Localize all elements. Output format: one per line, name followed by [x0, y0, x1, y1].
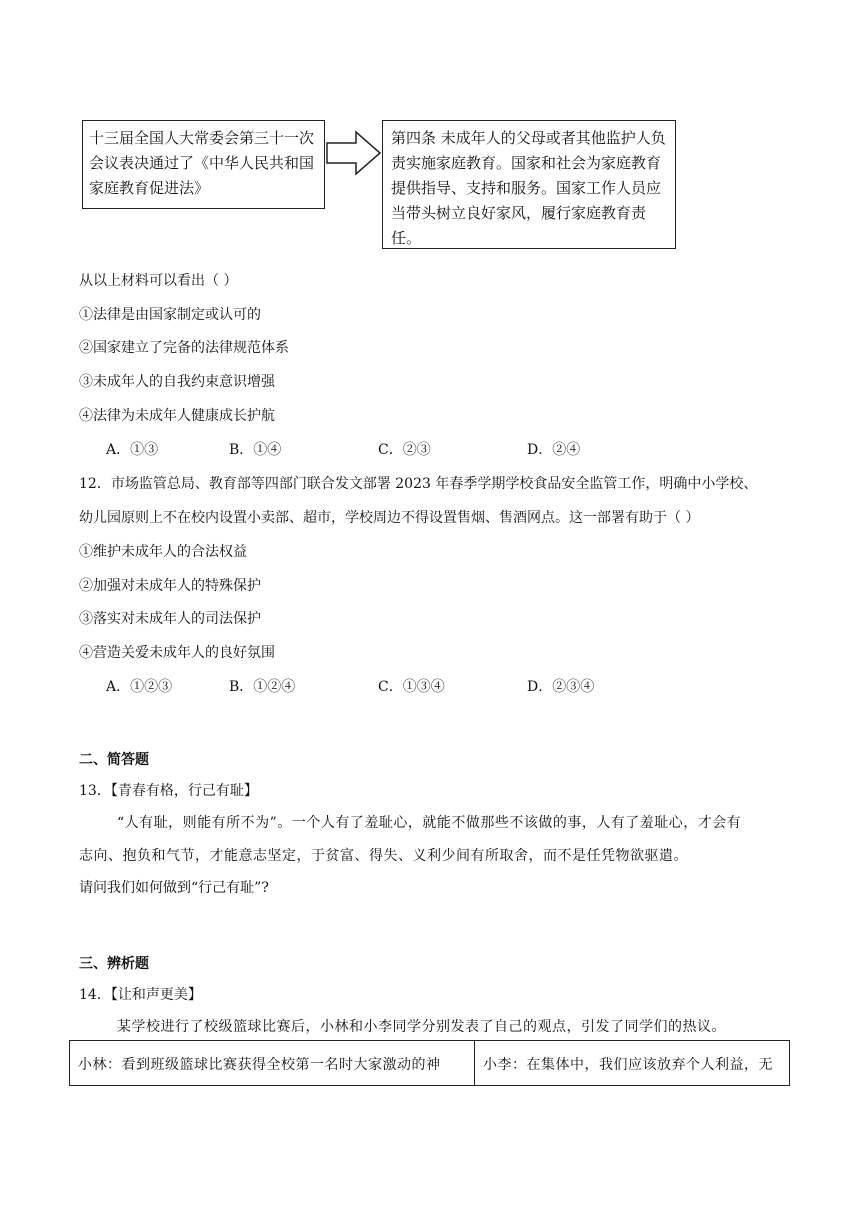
q12-option-a[interactable]: A．①②③	[106, 679, 173, 695]
q13-paragraph-line-2: 志向、抱负和气节，才能意志坚定，于贫富、得失、义利少间有所取舍，而不是任凭物欲驱遣。	[79, 848, 688, 864]
article-four-text: 第四条 未成年人的父母或者其他监护人负责实施家庭教育。国家和社会为家庭教育提供指导、支持和服务。国家工作人员应当带头树立良好家风，履行家庭教育责任。	[391, 129, 666, 247]
q11-item-4: ④法律为未成年人健康成长护航	[79, 408, 275, 424]
q14-opinion-table	[69, 1040, 790, 1086]
q12-item-1: ①维护未成年人的合法权益	[79, 544, 247, 560]
q12-stem-line-2: 幼儿园原则上不在校内设置小卖部、超市，学校周边不得设置售烟、售酒网点。这一部署有助于（ ）	[79, 510, 700, 526]
q11-option-b[interactable]: B．①④	[229, 442, 282, 458]
law-passage-text: 十三届全国人大常委会第三十一次会议表决通过了《中华人民共和国家庭教育促进法》	[89, 129, 315, 197]
q11-item-3: ③未成年人的自我约束意识增强	[79, 374, 275, 390]
section-short-answer-title: 二、简答题	[79, 752, 149, 768]
q11-option-a[interactable]: A．①③	[106, 442, 159, 458]
q14-cell-xiaoli: 小李：在集体中，我们应该放弃个人利益，无	[475, 1041, 790, 1086]
q12-option-d[interactable]: D．②③④	[527, 679, 595, 695]
q12-option-b[interactable]: B．①②④	[229, 679, 296, 695]
law-passage-box	[82, 120, 325, 209]
q13-paragraph-line-1: “人有耻，则能有所不为”。一个人有了羞耻心，就能不做那些不该做的事，人有了羞耻心，才会有	[117, 815, 742, 831]
section-analysis-title: 三、辨析题	[79, 956, 149, 972]
q11-item-2: ②国家建立了完备的法律规范体系	[79, 340, 289, 356]
q12-item-2: ②加强对未成年人的特殊保护	[79, 578, 261, 594]
q13-question: 请问我们如何做到“行己有耻”?	[79, 880, 269, 896]
q11-item-1: ①法律是由国家制定或认可的	[79, 307, 261, 323]
q14-title: 14．【让和声更美】	[79, 987, 202, 1003]
right-arrow-icon	[326, 130, 382, 176]
q13-title: 13．【青春有格，行己有耻】	[79, 783, 258, 799]
q11-stem: 从以上材料可以看出（ ）	[79, 273, 238, 289]
q11-option-c[interactable]: C．②③	[378, 442, 431, 458]
q14-intro: 某学校进行了校级篮球比赛后，小林和小李同学分别发表了自己的观点，引发了同学们的热议。	[117, 1019, 726, 1035]
q12-item-4: ④营造关爱未成年人的良好氛围	[79, 645, 275, 661]
q14-cell-xiaolin: 小林：看到班级篮球比赛获得全校第一名时大家激动的神	[70, 1041, 475, 1086]
q12-item-3: ③落实对未成年人的司法保护	[79, 611, 261, 627]
q11-option-d[interactable]: D．②④	[527, 442, 581, 458]
article-four-box	[382, 120, 676, 249]
q12-option-c[interactable]: C．①③④	[378, 679, 445, 695]
q12-stem-line-1: 12．市场监管总局、教育部等四部门联合发文部署 2023 年春季学期学校食品安全监管工作，明确中小学校、	[79, 476, 758, 492]
